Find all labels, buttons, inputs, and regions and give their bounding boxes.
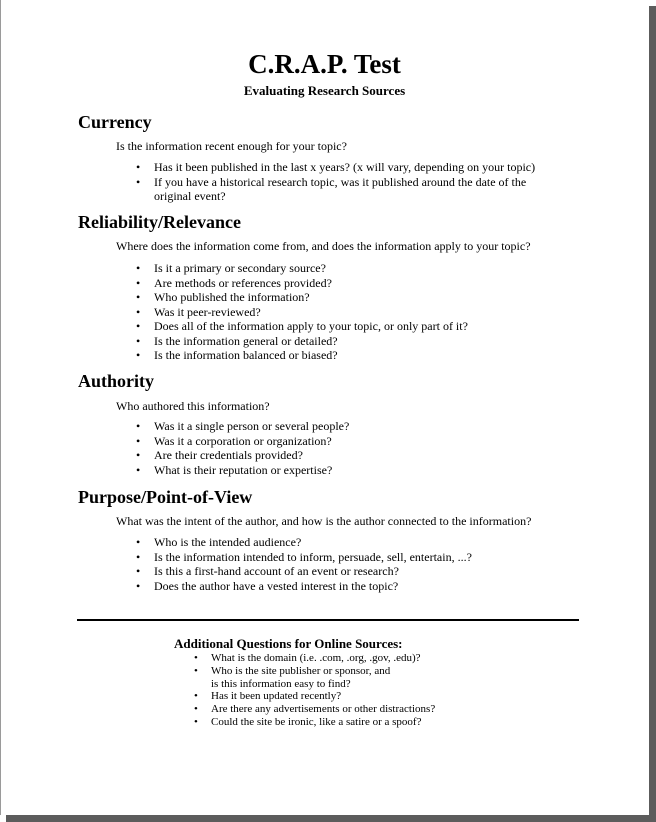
- bullet-list-authority: [134, 419, 349, 477]
- list-item: • Does all of the information apply to your topic, or only part of it?: [136, 319, 468, 333]
- list-item: • Was it peer-reviewed?: [136, 304, 261, 319]
- bullet-icon: •: [136, 549, 141, 564]
- bullet-list-purpose: [134, 535, 472, 593]
- list-item: • Has it been published in the last x years? (x will vary, depending on your topic): [136, 160, 536, 174]
- bullet-icon: •: [136, 304, 141, 319]
- list-item: • Is this a first-hand account of an event or research?: [136, 564, 399, 578]
- bullet-icon: •: [136, 448, 141, 462]
- bullet-icon: •: [136, 348, 141, 362]
- section-question-purpose: What was the intent of the author, and how is the author connected to the information?: [116, 514, 532, 528]
- list-item: • Is it a primary or secondary source?: [136, 261, 326, 275]
- bullet-icon: •: [194, 703, 198, 716]
- bullet-icon: •: [136, 160, 141, 174]
- bullet-icon: •: [136, 535, 141, 549]
- bullet-icon: •: [136, 275, 141, 290]
- list-item: • Was it a single person or several people?: [136, 419, 350, 433]
- bullet-icon: •: [136, 433, 141, 448]
- list-item: • Are there any advertisements or other distractions?: [194, 703, 436, 716]
- page-shadow-bottom: [6, 815, 656, 822]
- bullet-list-online: [192, 652, 435, 729]
- bullet-icon: •: [194, 652, 198, 664]
- horizontal-rule: [77, 619, 579, 621]
- list-item: • If you have a historical research topic, was it published around the date of the: [136, 174, 527, 189]
- bullet-icon: •: [194, 715, 198, 728]
- bullet-icon: •: [136, 578, 141, 593]
- list-item: • Does the author have a vested interest in the topic?: [136, 578, 399, 593]
- section-heading-purpose: Purpose/Point-of-View: [78, 487, 253, 507]
- page-shadow-right: [649, 6, 656, 822]
- section-question-reliability: Where does the information come from, and does the information apply to your topic?: [116, 239, 531, 253]
- list-item: • Could the site be ironic, like a satire or a spoof?: [194, 715, 422, 728]
- section-question-authority: Who authored this information?: [116, 399, 270, 413]
- bullet-icon: •: [136, 419, 141, 433]
- bullet-icon: •: [136, 462, 141, 477]
- section-question-currency: Is the information recent enough for your topic?: [116, 139, 347, 153]
- bullet-icon: •: [136, 261, 141, 275]
- bullet-icon: •: [136, 290, 141, 304]
- list-item-continuation: is this information easy to find?: [211, 677, 351, 690]
- section-heading-reliability: Reliability/Relevance: [78, 212, 241, 232]
- bullet-icon: •: [136, 319, 141, 333]
- bullet-list-currency: [134, 160, 535, 204]
- list-item: • Is the information general or detailed?: [136, 333, 338, 348]
- document-title: C.R.A.P. Test: [248, 49, 401, 79]
- bullet-icon: •: [194, 664, 198, 677]
- list-item: • What is their reputation or expertise?: [136, 462, 333, 477]
- document-subtitle: Evaluating Research Sources: [243, 83, 406, 98]
- list-item: • What is the domain (i.e. .com, .org, .gov, .edu)?: [194, 652, 421, 664]
- list-item: • Who is the intended audience?: [136, 535, 302, 549]
- list-item: • Is the information intended to inform, persuade, sell, entertain, ...?: [136, 549, 472, 564]
- list-item: • Are methods or references provided?: [136, 275, 332, 290]
- bullet-list-reliability: [134, 261, 468, 363]
- list-item: • Are their credentials provided?: [136, 448, 303, 462]
- section-heading-currency: Currency: [78, 112, 152, 132]
- bullet-icon: •: [194, 690, 198, 703]
- list-item: • Has it been updated recently?: [194, 690, 342, 703]
- list-item: • Was it a corporation or organization?: [136, 433, 332, 448]
- bullet-icon: •: [136, 333, 141, 348]
- bullet-icon: •: [136, 564, 141, 578]
- list-item: • Who is the site publisher or sponsor, and: [194, 664, 391, 677]
- list-item: • Is the information balanced or biased?: [136, 348, 338, 362]
- bullet-icon: •: [136, 174, 141, 189]
- section-heading-authority: Authority: [78, 371, 154, 391]
- list-item-continuation: original event?: [154, 189, 226, 203]
- online-sources-heading: Additional Questions for Online Sources:: [174, 636, 403, 651]
- list-item: • Who published the information?: [136, 290, 310, 304]
